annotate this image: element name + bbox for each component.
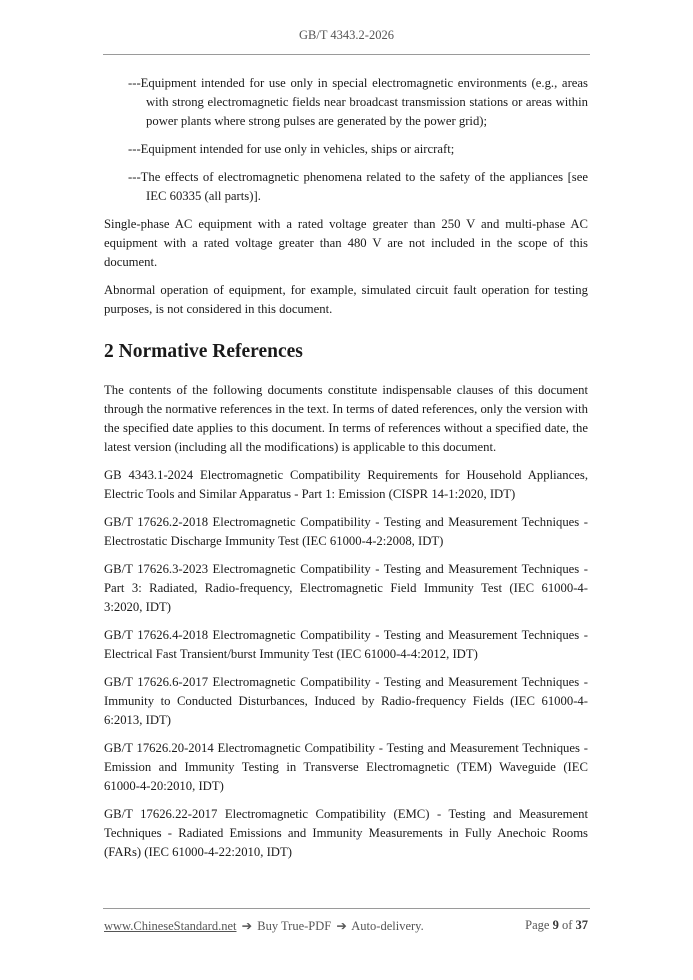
voltage-scope-paragraph: Single-phase AC equipment with a rated voltage greater than 250 V and multi-phase AC equipment with a rated voltage greater than 480 V are not included in the scope of this document.: [104, 217, 588, 269]
abnormal-operation-paragraph: Abnormal operation of equipment, for example, simulated circuit fault operation for testing purposes, is not considered in this document.: [104, 283, 588, 316]
scope-exclusion-item: ---Equipment intended for use only in vehicles, ships or aircraft;: [128, 142, 455, 156]
arrow-right-icon: ➔: [241, 919, 253, 933]
header-divider: [103, 54, 590, 55]
normative-intro-paragraph: The contents of the following documents constitute indispensable clauses of this document through the normative references in the text. In terms of dated references, only the version with the specified date applies to this document. In terms of references without a specified date, the latest version (including all the modifications) is applicable to this document.: [104, 383, 588, 454]
reference-entry: GB/T 17626.2-2018 Electromagnetic Compatibility - Testing and Measurement Techniques - Electrostatic Discharge Immunity Test (IEC 61000-4-2:2008, IDT): [104, 515, 588, 548]
page-header: [0, 28, 693, 43]
footer-divider: [103, 908, 590, 909]
buy-text: Buy True-PDF: [257, 919, 332, 933]
reference-entry: GB/T 17626.20-2014 Electromagnetic Compatibility - Testing and Measurement Techniques - Emission and Immunity Testing in Transverse Electromagnetic (TEM) Waveguide (IEC 61000-4-20:2010, IDT): [104, 741, 588, 793]
reference-entry: GB/T 17626.4-2018 Electromagnetic Compatibility - Testing and Measurement Techniques - Electrical Fast Transient/burst Immunity Test (IEC 61000-4-4:2012, IDT): [104, 628, 588, 661]
reference-entry: GB/T 17626.22-2017 Electromagnetic Compatibility (EMC) - Testing and Measurement Techniques - Radiated Emissions and Immunity Measurements in Fully Anechoic Rooms (FARs) (IEC 61000-4-22:2010, IDT): [104, 807, 588, 859]
reference-entry: GB/T 17626.3-2023 Electromagnetic Compatibility - Testing and Measurement Techniques - Part 3: Radiated, Radio-frequency, Electromagnetic Field Immunity Test (IEC 61000-4-3:2020, IDT): [104, 562, 588, 614]
page-label: Page: [525, 918, 550, 932]
page-of-label: of: [561, 918, 573, 932]
section-heading: 2 Normative References: [104, 341, 303, 362]
scope-exclusion-item: ---Equipment intended for use only in special electromagnetic environments (e.g., areas with strong electromagnetic fields near broadcast transmission stations or areas within power plants where strong pulses are generated by the power grid);: [128, 76, 588, 128]
page-current: 9: [552, 918, 559, 932]
arrow-right-icon: ➔: [336, 919, 347, 933]
page-total: 37: [575, 918, 588, 932]
reference-entry: GB 4343.1-2024 Electromagnetic Compatibility Requirements for Household Appliances, Electric Tools and Similar Apparatus - Part 1: Emission (CISPR 14-1:2020, IDT): [104, 468, 588, 501]
delivery-text: Auto-delivery.: [351, 919, 424, 933]
page-number: [525, 918, 588, 933]
reference-entry: GB/T 17626.6-2017 Electromagnetic Compatibility - Testing and Measurement Techniques - Immunity to Conducted Disturbances, Induced by Radio-frequency Fields (IEC 61000-4-6:2013, IDT): [104, 675, 588, 727]
site-link[interactable]: www.ChineseStandard.net: [104, 919, 237, 933]
page-body: [104, 74, 588, 871]
document-code: GB/T 4343.2-2026: [299, 28, 394, 42]
footer-promo: [104, 918, 424, 934]
scope-exclusion-item: ---The effects of electromagnetic phenomena related to the safety of the appliances [see IEC 60335 (all parts)].: [128, 170, 588, 203]
